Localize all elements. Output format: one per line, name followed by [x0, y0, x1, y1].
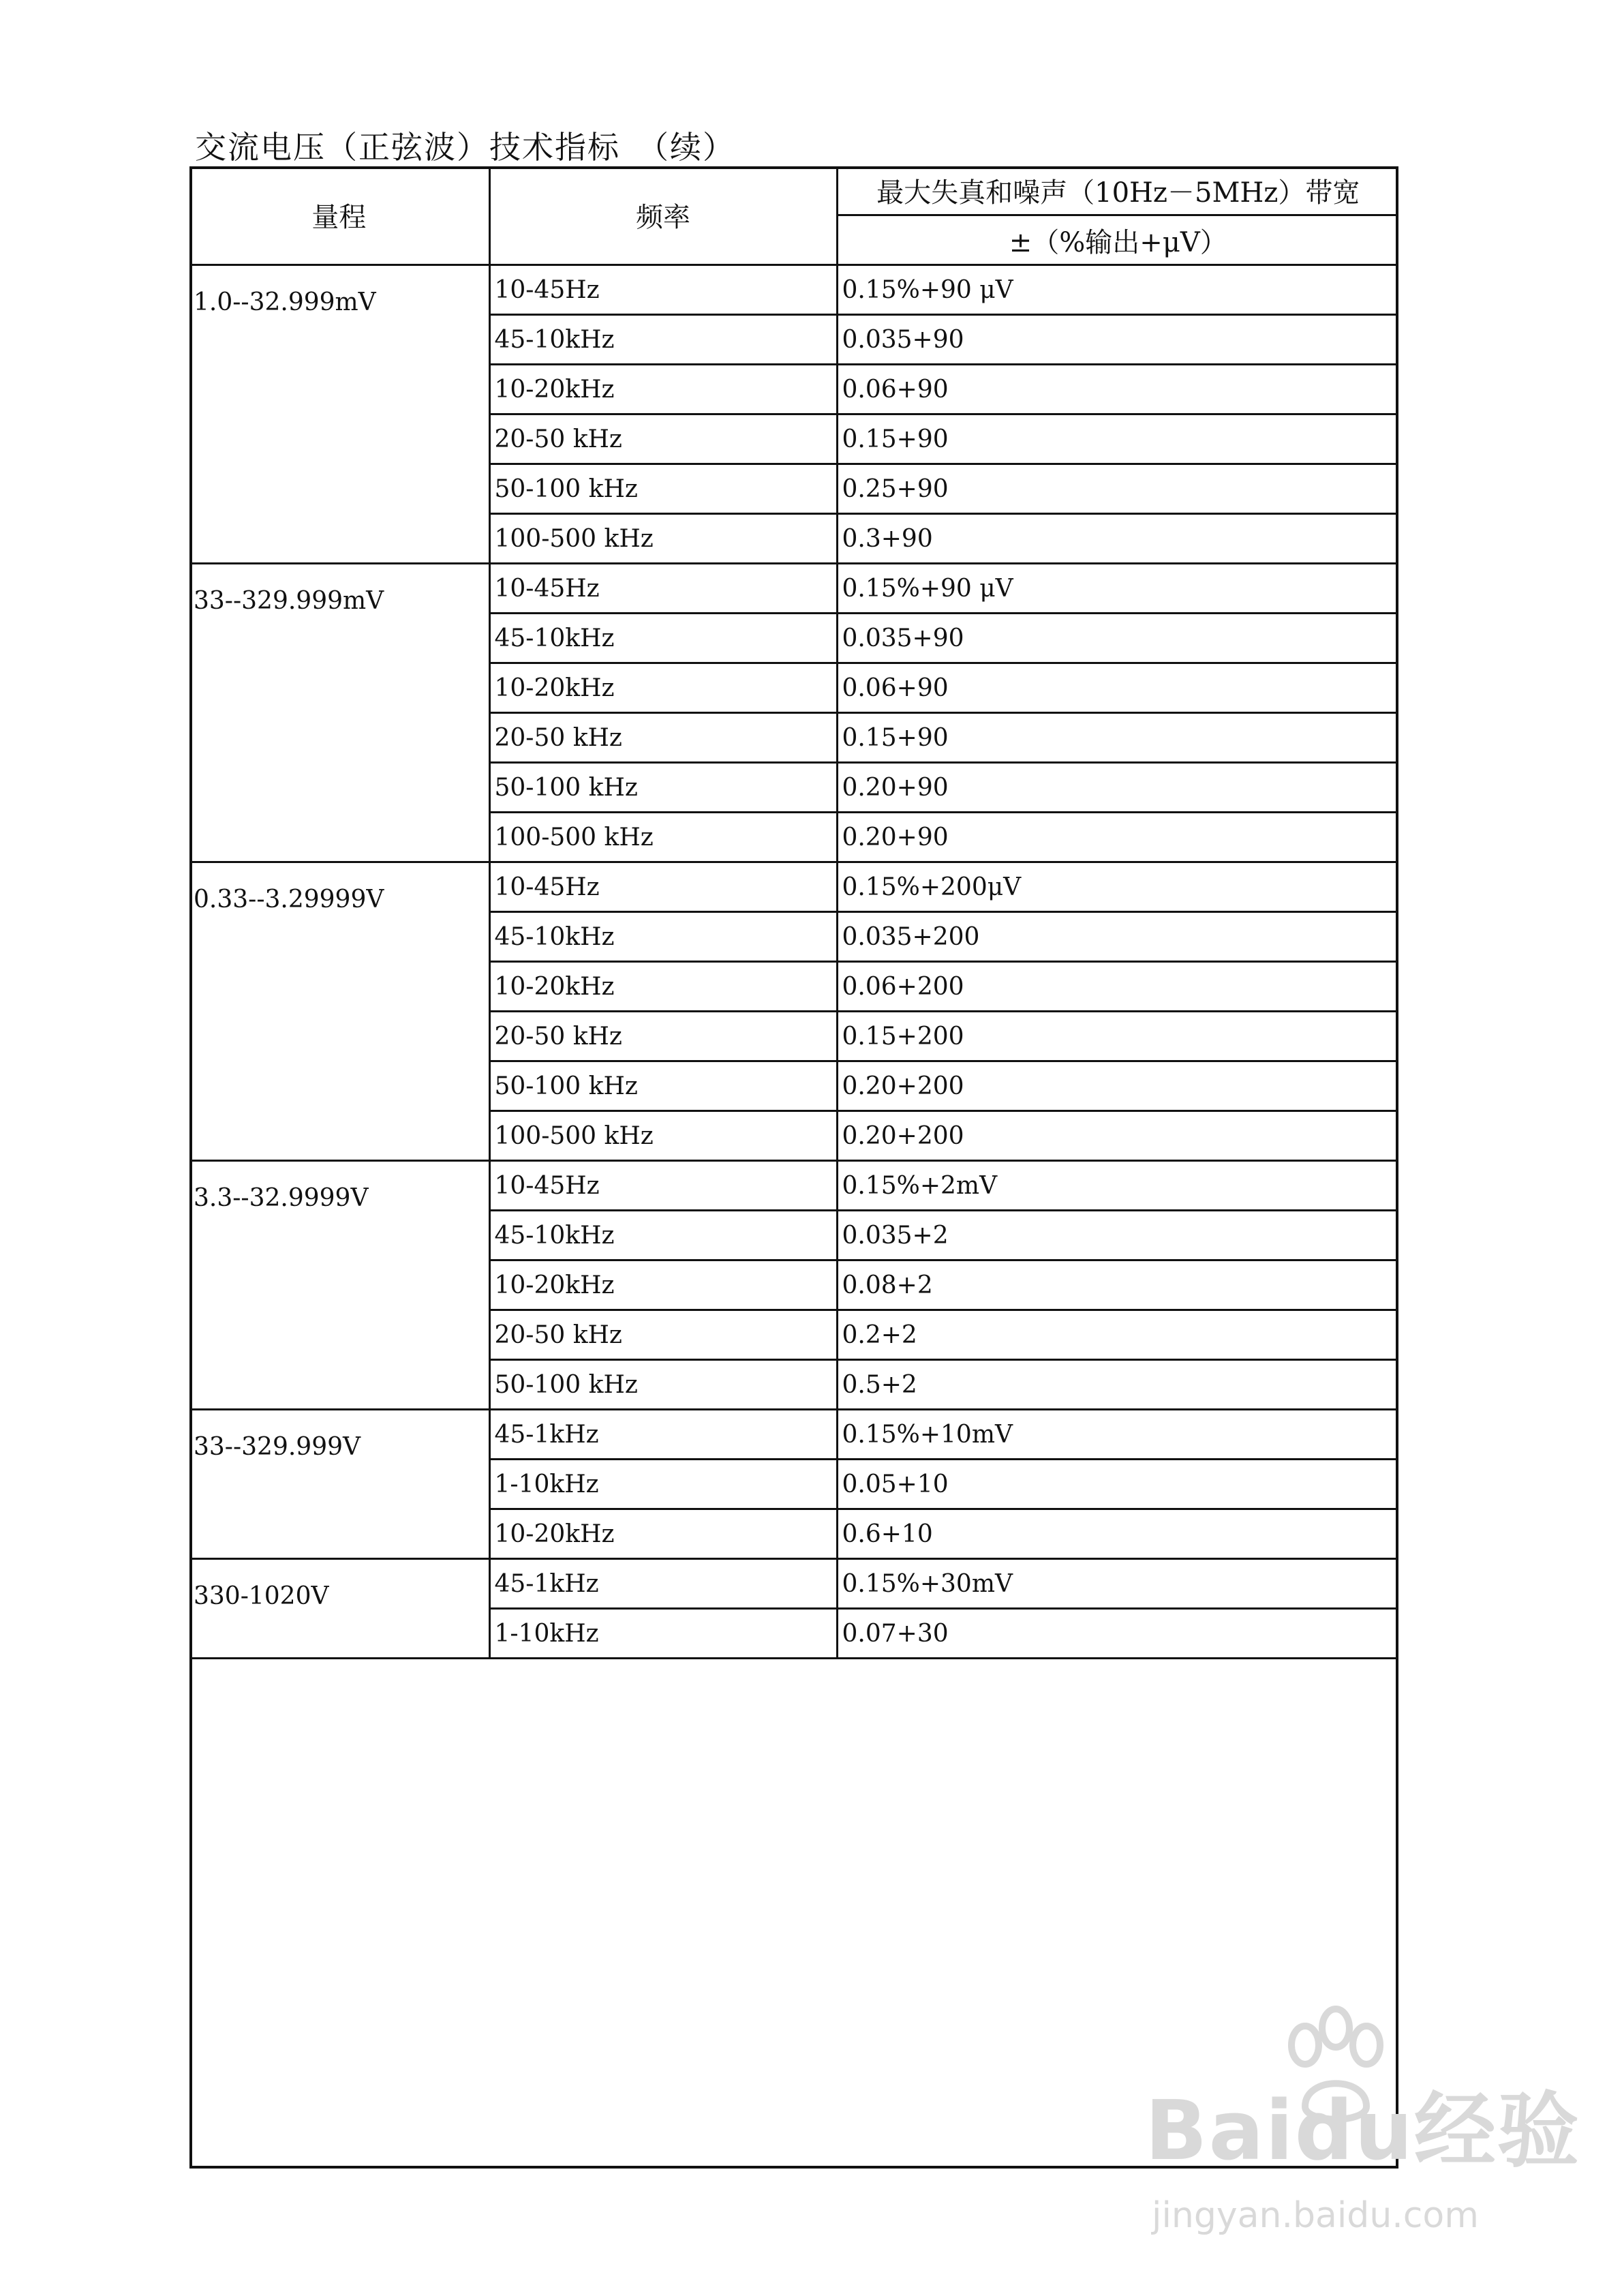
- frequency-cell: 1-10kHz: [489, 1460, 837, 1509]
- frequency-cell: 10-20kHz: [489, 1509, 837, 1559]
- frequency-cell: 50-100 kHz: [489, 1360, 837, 1410]
- distortion-cell: 0.20+200: [837, 1061, 1398, 1111]
- distortion-cell: 0.06+90: [837, 365, 1398, 414]
- range-cell: 330-1020V: [189, 1559, 489, 1659]
- table-row: [189, 862, 1398, 912]
- frequency-cell: 100-500 kHz: [489, 1111, 837, 1161]
- distortion-cell: 0.15%+200μV: [837, 862, 1398, 912]
- header-row: [189, 166, 1398, 215]
- table-row: [189, 1161, 1398, 1211]
- frequency-cell: 45-10kHz: [489, 1211, 837, 1260]
- header-range: 量程: [189, 166, 489, 265]
- spec-table-body: [189, 166, 1398, 1659]
- range-cell: 33--329.999V: [189, 1410, 489, 1559]
- distortion-cell: 0.035+90: [837, 315, 1398, 365]
- distortion-cell: 0.6+10: [837, 1509, 1398, 1559]
- table-row: [189, 265, 1398, 315]
- frequency-cell: 45-10kHz: [489, 912, 837, 962]
- distortion-cell: 0.035+90: [837, 614, 1398, 663]
- frequency-cell: 10-20kHz: [489, 663, 837, 713]
- frequency-cell: 10-20kHz: [489, 365, 837, 414]
- frequency-cell: 1-10kHz: [489, 1609, 837, 1659]
- frequency-cell: 10-20kHz: [489, 1260, 837, 1310]
- table-row: [189, 1559, 1398, 1609]
- distortion-cell: 0.07+30: [837, 1609, 1398, 1659]
- frequency-cell: 45-1kHz: [489, 1559, 837, 1609]
- distortion-cell: 0.035+200: [837, 912, 1398, 962]
- distortion-cell: 0.06+90: [837, 663, 1398, 713]
- header-distortion: 最大失真和噪声（10Hz－5MHz）带宽: [837, 166, 1398, 215]
- frequency-cell: 100-500 kHz: [489, 813, 837, 862]
- watermark-logo: Baidu经验: [1145, 2084, 1580, 2179]
- page-title: 交流电压（正弦波）技术指标 （续）: [195, 129, 735, 166]
- distortion-cell: 0.15+200: [837, 1012, 1398, 1061]
- distortion-cell: 0.5+2: [837, 1360, 1398, 1410]
- frequency-cell: 20-50 kHz: [489, 1310, 837, 1360]
- distortion-cell: 0.25+90: [837, 464, 1398, 514]
- frequency-cell: 20-50 kHz: [489, 1012, 837, 1061]
- watermark-url: jingyan.baidu.com: [1152, 2195, 1479, 2236]
- frequency-cell: 10-45Hz: [489, 265, 837, 315]
- distortion-cell: 0.15+90: [837, 713, 1398, 763]
- frequency-cell: 10-45Hz: [489, 862, 837, 912]
- spec-table: [189, 166, 1398, 1659]
- distortion-cell: 0.3+90: [837, 514, 1398, 564]
- frequency-cell: 100-500 kHz: [489, 514, 837, 564]
- frequency-cell: 10-45Hz: [489, 1161, 837, 1211]
- frequency-cell: 50-100 kHz: [489, 1061, 837, 1111]
- table-row: [189, 1410, 1398, 1460]
- distortion-cell: 0.06+200: [837, 962, 1398, 1012]
- distortion-cell: 0.20+90: [837, 813, 1398, 862]
- frequency-cell: 45-10kHz: [489, 614, 837, 663]
- range-cell: 0.33--3.29999V: [189, 862, 489, 1161]
- frequency-cell: 50-100 kHz: [489, 464, 837, 514]
- distortion-cell: 0.15+90: [837, 414, 1398, 464]
- distortion-cell: 0.08+2: [837, 1260, 1398, 1310]
- range-cell: 33--329.999mV: [189, 564, 489, 862]
- frequency-cell: 45-10kHz: [489, 315, 837, 365]
- distortion-cell: 0.15%+30mV: [837, 1559, 1398, 1609]
- frequency-cell: 45-1kHz: [489, 1410, 837, 1460]
- frequency-cell: 20-50 kHz: [489, 713, 837, 763]
- distortion-cell: 0.20+200: [837, 1111, 1398, 1161]
- distortion-cell: 0.035+2: [837, 1211, 1398, 1260]
- header-distortion-unit: ±（%输出+μV）: [837, 215, 1398, 265]
- frequency-cell: 50-100 kHz: [489, 763, 837, 813]
- distortion-cell: 0.05+10: [837, 1460, 1398, 1509]
- range-cell: 1.0--32.999mV: [189, 265, 489, 564]
- range-cell: 3.3--32.9999V: [189, 1161, 489, 1410]
- frequency-cell: 10-45Hz: [489, 564, 837, 614]
- distortion-cell: 0.15%+90 μV: [837, 265, 1398, 315]
- table-row: [189, 564, 1398, 614]
- distortion-cell: 0.15%+2mV: [837, 1161, 1398, 1211]
- distortion-cell: 0.20+90: [837, 763, 1398, 813]
- distortion-cell: 0.2+2: [837, 1310, 1398, 1360]
- header-frequency: 频率: [489, 166, 837, 265]
- baidu-watermark: [1145, 2066, 1581, 2270]
- distortion-cell: 0.15%+90 μV: [837, 564, 1398, 614]
- frequency-cell: 20-50 kHz: [489, 414, 837, 464]
- frequency-cell: 10-20kHz: [489, 962, 837, 1012]
- distortion-cell: 0.15%+10mV: [837, 1410, 1398, 1460]
